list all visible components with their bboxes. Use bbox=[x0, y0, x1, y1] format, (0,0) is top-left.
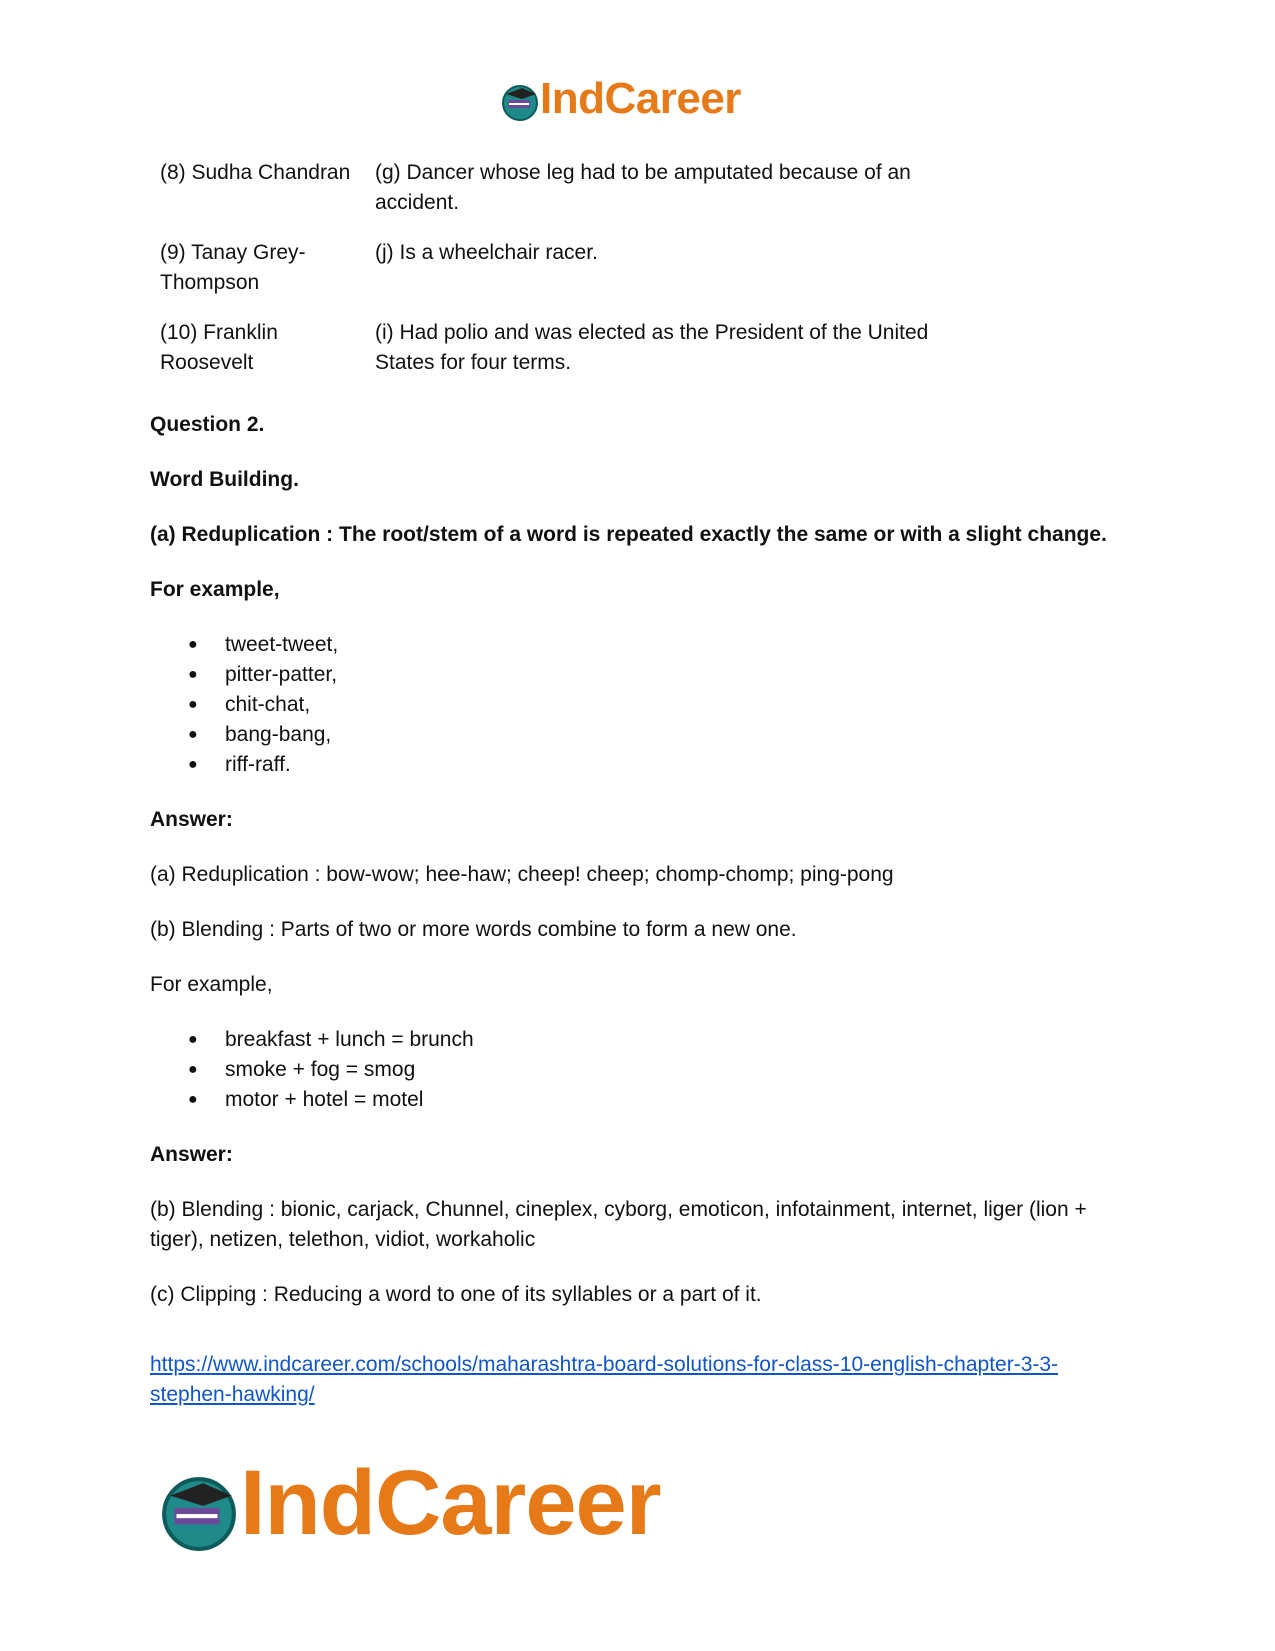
globe-graduation-cap-icon bbox=[500, 82, 540, 122]
list-item: ● bang-bang, bbox=[150, 720, 1130, 750]
for-example-text: For example, bbox=[150, 973, 273, 996]
clipping-definition: (c) Clipping : Reducing a word to one of its syllables or a part of it. bbox=[150, 1283, 762, 1306]
match-right: (j) Is a wheelchair racer. bbox=[375, 241, 598, 264]
match-row bbox=[150, 238, 1130, 298]
for-example-heading: For example, bbox=[150, 578, 280, 601]
document-body bbox=[150, 158, 1130, 1410]
answer-label: Answer: bbox=[150, 808, 233, 831]
blending-examples bbox=[150, 1025, 1130, 1115]
list-item: ● breakfast + lunch = brunch bbox=[150, 1025, 1130, 1055]
list-item: ● motor + hotel = motel bbox=[150, 1085, 1130, 1115]
match-row bbox=[150, 158, 1130, 218]
match-row bbox=[150, 318, 1130, 378]
reduplication-definition: (a) Reduplication : The root/stem of a word is repeated exactly the same or with a slight change. bbox=[150, 523, 1107, 546]
match-left: (9) Tanay Grey-Thompson bbox=[160, 241, 306, 294]
answer-text: (b) Blending : bionic, carjack, Chunnel, cineplex, cyborg, emoticon, infotainment, internet, liger (lion + tiger), netizen, telethon, vidiot, workaholic bbox=[150, 1198, 1087, 1251]
footer-logo bbox=[158, 1452, 718, 1565]
header-logo bbox=[500, 74, 780, 126]
blending-definition: (b) Blending : Parts of two or more words combine to form a new one. bbox=[150, 918, 797, 941]
answer-label: Answer: bbox=[150, 1143, 233, 1166]
source-link[interactable]: https://www.indcareer.com/schools/maharashtra-board-solutions-for-class-10-english-chapter-3-3-stephen-hawking/ bbox=[150, 1353, 1059, 1406]
match-right: (g) Dancer whose leg had to be amputated because of an accident. bbox=[375, 161, 911, 214]
match-left: (10) Franklin Roosevelt bbox=[160, 321, 278, 374]
match-right: (i) Had polio and was elected as the President of the United States for four terms. bbox=[375, 321, 929, 374]
list-item: ● riff-raff. bbox=[150, 750, 1130, 780]
logo-text: IndCareer bbox=[540, 74, 741, 123]
match-left: (8) Sudha Chandran bbox=[160, 161, 351, 184]
reduplication-examples bbox=[150, 630, 1130, 780]
question-title: Question 2. bbox=[150, 413, 265, 436]
list-item: ● smoke + fog = smog bbox=[150, 1055, 1130, 1085]
section-title: Word Building. bbox=[150, 468, 299, 491]
globe-graduation-cap-icon bbox=[158, 1471, 240, 1553]
list-item: ● pitter-patter, bbox=[150, 660, 1130, 690]
answer-text: (a) Reduplication : bow-wow; hee-haw; cheep! cheep; chomp-chomp; ping-pong bbox=[150, 863, 894, 886]
list-item: ● chit-chat, bbox=[150, 690, 1130, 720]
match-table bbox=[150, 158, 1130, 378]
logo-text: IndCareer bbox=[240, 1452, 661, 1554]
list-item: ● tweet-tweet, bbox=[150, 630, 1130, 660]
